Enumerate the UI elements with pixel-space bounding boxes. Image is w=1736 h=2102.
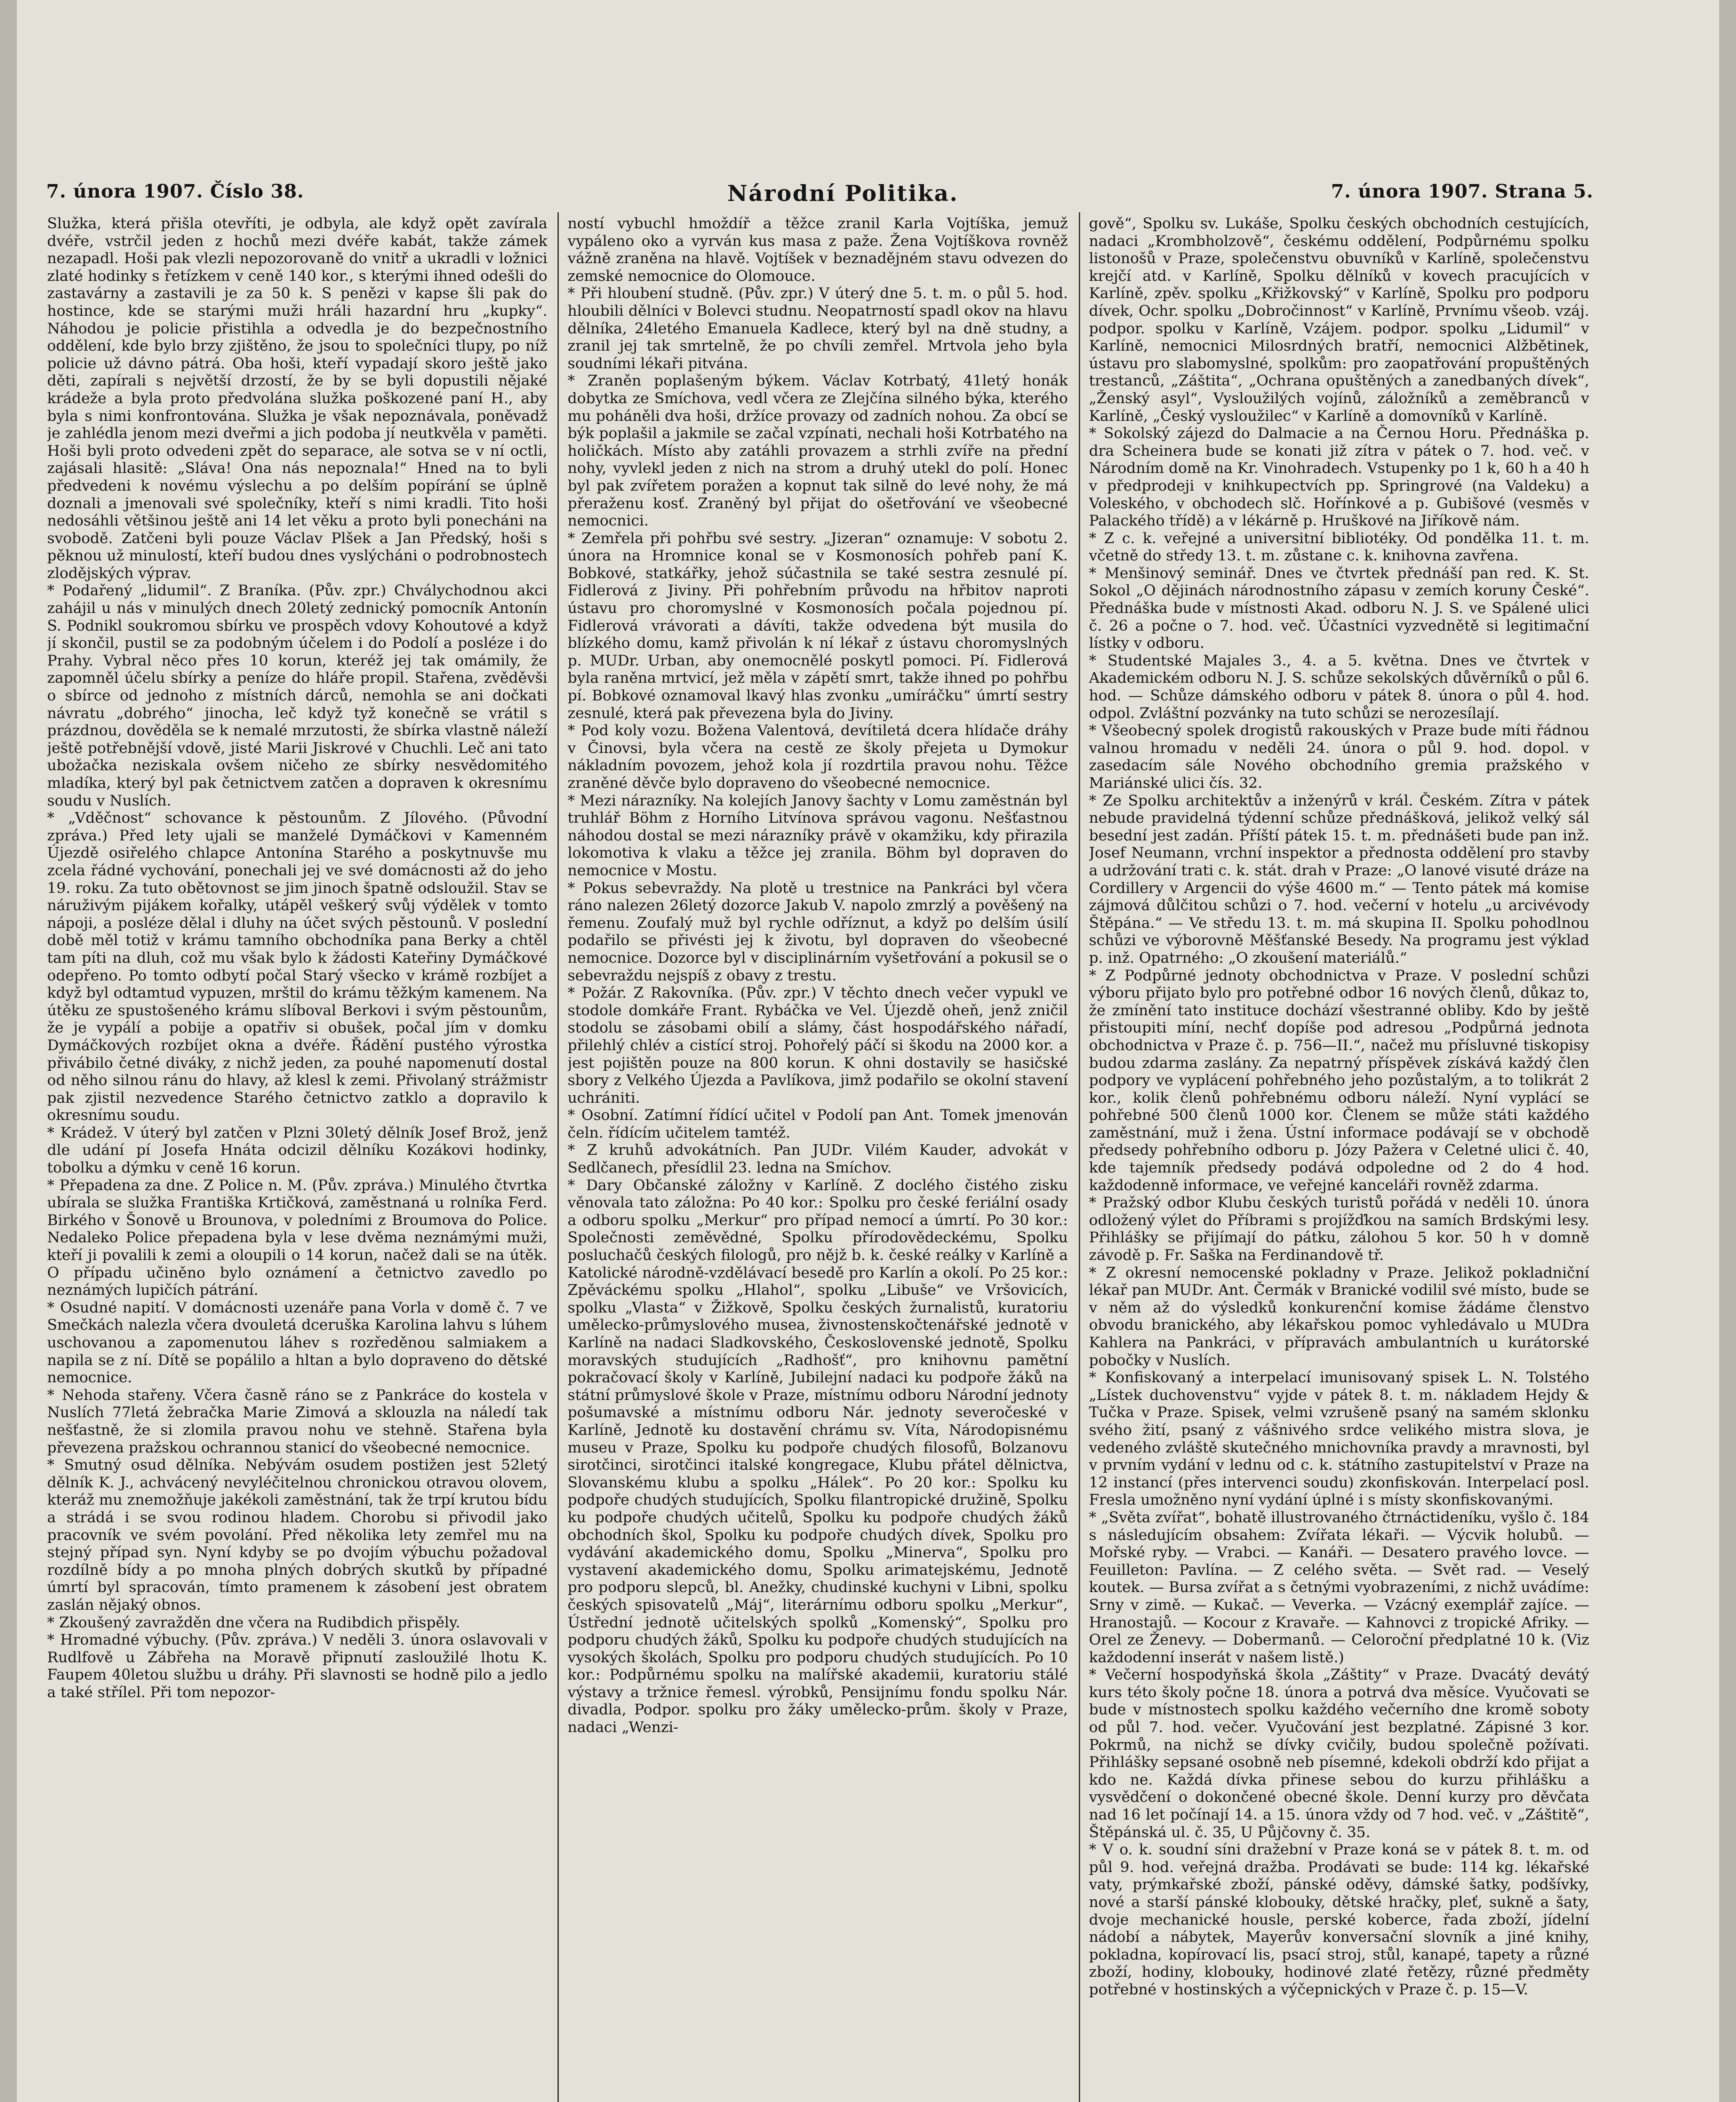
article-paragraph: * Zraněn poplašeným býkem. Václav Kotrbatý, 41letý honák dobytka ze Smíchova, vedl včera ze Zlejčína silného býka, kterého mu poháněli dva hoši, držíce provazy od zadních nohou. Za obcí se býk poplašil a jakmile se začal vzpínati, nechali hoši Kotrbatého na holičkách. Místo aby zatáhli provazem a strhli zvíře na přední nohy, vyvlekl jeden z nich na strom a druhý utekl do polí. Honec byl pak zvířetem poražen a kopnut tak silně do levé nohy, že má přeraženu kosť. Zraněný byl přijat do ošetřování ve všeobecné nemocnici. [568, 372, 1068, 530]
column-divider [558, 212, 559, 2102]
article-paragraph: * Ze Spolku architektův a inženýrů v král. Českém. Zítra v pátek nebude pravidelná týdenní schůze přednášková, jelikož velký sál besední jest zadán. Příští pátek 15. t. m. přednášeti bude pan inž. Josef Neumann, vrchní inspektor a přednosta oddělení pro stavby a udržování trati c. k. stát. drah v Praze: „O lanové visuté dráze na Cordillery v Argencii do výše 4600 m.“ — Tento pátek má komise zájmová důlčitou schůzi o 7. hod. večerní v hotelu „u arcivévody Štěpána.“ — Ve středu 13. t. m. má skupina II. Spolku pohodlnou schůzi ve výborovně Měšťanské Besedy. Na programu jest výklad p. inž. Opatrného: „O zkoušení materiálů.“ [1089, 792, 1589, 966]
article-paragraph: * Z kruhů advokátních. Pan JUDr. Vilém Kauder, advokát v Sedlčanech, přesídlil 23. ledna na Smíchov. [568, 1142, 1068, 1177]
article-paragraph: * Zemřela při pohřbu své sestry. „Jizeran“ oznamuje: V sobotu 2. února na Hromnice konal se v Kosmonosích pohřeb paní K. Bobkové, statkářky, jehož súčastnila se také sestra zesnulé pí. Fidlerová z Jiviny. Při pohřebním průvodu na hřbitov naproti ústavu pro choromyslné v Kosmonosích počala pojednou pí. Fidlerová vrávorati a dávíti, takže odvedena být musila do blízkého domu, kamž přivolán k ní lékař z ústavu choromyslných p. MUDr. Urban, aby onemocnělé poskytl pomoci. Pí. Fidlerová byla raněna mrtvicí, jež měla v zápětí smrt, takže ihned po pohřbu pí. Bobkové oznamoval lkavý hlas zvonku „umíráčku“ úmrtí sestry zesnulé, která pak převezena byla do Jiviny. [568, 530, 1068, 722]
article-paragraph: * „Vděčnost“ schovance k pěstounům. Z Jílového. (Původní zpráva.) Před lety ujali se manželé Dymáčkovi v Kamenném Újezdě osiřelého chlapce Antonína Starého a poskytnuvše mu zcela řádné vychování, ponechali jej ve své domácnosti až do jeho 19. roku. Za tuto obětovnost se jim jinoch špatně odsloužil. Stav se náruživým pijákem kořalky, utápěl veškerý svůj výdělek v tomto nápoji, a posléze dělal i dluhy na účet svých pěstounů. V poslední době měl totiž v krámu tamního obchodníka pana Berky a chtěl tam píti na dluh, což mu však bylo k žádosti Kateřiny Dymáčkové odepřeno. Po tomto odbytí počal Starý všecko v krámě rozbíjet a když byl odtamtud vypuzen, mrštil do krámu těžkým kamenem. Na útěku ze spustošeného krámu slíboval Berkovi i svým pěstounům, že je vypálí a pobije a opatřiv si obušek, počal jím v domku Dymáčkových rozbíjet okna a dvéře. Řádění pustého výrostka přivábilo četné diváky, z nichž jeden, za pouhé napomenutí dostal od něho silnou ránu do hlavy, až klesl k zemi. Přivolaný strážmistr pak zjistil nezvedence Starého četnictvo zatklo a dopravilo k okresnímu soudu. [47, 810, 547, 1124]
article-paragraph: * Mezi nárazníky. Na kolejích Janovy šachty v Lomu zaměstnán byl truhlář Böhm z Horního Litvínova správou vagonu. Nešťastnou náhodou dostal se mezi nárazníky právě v okamžiku, kdy přirazila lokomotiva k vlaku a těžce jej zranila. Böhm byl dopraven do nemocnice v Mostu. [568, 792, 1068, 879]
article-paragraph: * „Světa zvířat“, bohatě illustrovaného čtrnáctideníku, vyšlo č. 184 s následujícím obsahem: Zvířata lékaři. — Výcvik holubů. — Mořské ryby. — Vrabci. — Kanáři. — Desatero pravého lovce. — Feuilleton: Pavlína. — Z celého světa. — Svět rad. — Veselý koutek. — Bursa zvířat a s četnými vyobrazeními, z nichž uvádíme: Srny v zimě. — Kukač. — Veverka. — Vzácný exemplář zajíce. — Hranostajů. — Kocour z Kravaře. — Kahnovci z tropické Afriky. — Orel ze Ženevy. — Dobermanů. — Celoroční předplatné 10 k. (Viz každodenní inserát v našem listě.) [1089, 1509, 1589, 1666]
article-paragraph: * Všeobecný spolek drogistů rakouských v Praze bude míti řádnou valnou hromadu v neděli 24. února o půl 9. hod. dopol. v zasedacím sále Nového obchodního gremia pražského v Mariánské ulici čís. 32. [1089, 722, 1589, 792]
article-paragraph: * V o. k. soudní síni dražební v Praze koná se v pátek 8. t. m. od půl 9. hod. veřejná dražba. Prodávati se bude: 114 kg. lékařské vaty, prýmkařské zboží, pánské oděvy, dámské šatky, podšívky, nové a starší pánské klobouky, dětské hračky, pleť, sukně a šaty, dvoje mechanické housle, perské koberce, řada zboží, jídelní nádobí a nábytek, Mayerův konversační slovník a jiné knihy, pokladna, kopírovací lis, psací stroj, stůl, kanapé, tapety a různé zboží, hodiny, klobouky, hodinové zlaté řetězy, různé předměty potřebné v hostinských a výčepnických v Praze č. p. 15—V. [1089, 1841, 1589, 1998]
article-paragraph: ností vybuchl hmoždíř a těžce zranil Karla Vojtíška, jemuž vypáleno oko a vyrván kus masa z paže. Žena Vojtíškova rovněž vážně zraněna na hlavě. Vojtíšek v beznadějném stavu odvezen do zemské nemocnice do Olomouce. [568, 215, 1068, 285]
article-paragraph: * Z okresní nemocenské pokladny v Praze. Jelikož pokladniční lékař pan MUDr. Ant. Čermák v Branické vodilil své místo, bude se v něm až do výsledků konkurenční komise žádáme členstvo obvodu branického, aby lékařskou pomoc vyhledávalo u MUDra Kahlera na Pankráci, v přípravách ambulantních u kurátorské pobočky v Nuslích. [1089, 1264, 1589, 1369]
article-paragraph: * Nehoda stařeny. Včera časně ráno se z Pankráce do kostela v Nuslích 77letá žebračka Marie Zimová a sklouzla na náledí tak nešťastně, že si zlomila pravou nohu ve stehně. Stařena byla převezena pražskou ochrannou stanicí do všeobecné nemocnice. [47, 1386, 547, 1456]
text-column-2 [568, 215, 1068, 2102]
article-paragraph: * Z Podpůrné jednoty obchodnictva v Praze. V poslední schůzi výboru přijato bylo pro potřebné odbor 16 nových členů, důkaz to, že zmínění tato instituce dochází všestranné obliby. Kdo by ještě přistoupiti míní, nechť dopíše pod adresou „Podpůrná jednota obchodnictva v Praze č. p. 756—II.“, načež mu přísluvné tiskopisy budou zdarma zaslány. Za nepatrný příspěvek získává každý člen podpory ve vyplácení pohřebného jeho pozůstalým, a to tolikrát 2 kor., kolik členů pohřebnému odboru náleží. Nyní vyplácí se pohřebné 500 členů 1000 kor. Členem se může státi každého zaměstnání, muž i žena. Ústní informace podávají se v obchodě předsedy pohřebního odboru p. Józy Pažera v Celetné ulici č. 40, kde tajemník předsedy podává odpoledne od 2 do 4 hod. každodenně informace, ve veřejné kanceláři rovněž zdarma. [1089, 967, 1589, 1194]
article-paragraph: * Zkoušený zavražděn dne včera na Rudibdich přispěly. [47, 1614, 460, 1631]
article-paragraph: * Podařený „lidumil“. Z Braníka. (Pův. zpr.) Chválychodnou akci zahájil u nás v minulých dnech 20letý zednický pomocník Antonín S. Podnikl soukromou sbírku ve prospěch vdovy Kohoutové a když jí skončil, pustil se za podobným účelem i do Podolí a posléze i do Prahy. Vybral něco přes 10 korun, kteréž jej tak omámily, že zapomněl účelu sbírky a peníze do hláře propil. Stařena, zvěděvši o sbírce od jednoho z místních dárců, nemohla se ani dočkati návratu „dobrého“ jinocha, leč když tyž konečně se vrátil s prázdnou, dověděla se k nemalé mrzutosti, že sbírka vlastně náleží ještě potřebnější vdově, jisté Marii Jiskrové v Chuchli. Leč ani tato ubožačka neziskala ovšem ničeho ze sbírky nesvědomitého mladíka, který byl pak četnictvem zatčen a dopraven k okresnímu soudu v Nuslích. [47, 582, 547, 809]
article-paragraph: Služka, která přišla otevříti, je odbyla, ale když opět zavírala dvéře, vstrčil jeden z hochů mezi dvéře kabát, takže zámek nezapadl. Hoši pak vlezli nepozorovaně do vnitř a ukradli v ložnici zlaté hodinky s řetízkem v ceně 140 kor., s kterými ihned odešli do zastavárny a zastavili je za 50 k. S penězi v kapse šli pak do hostince, kde se starými muži hráli hazardní hru „kupky“. Náhodou je policie přistihla a odvedla je do bezpečnostního oddělení, kde bylo brzy zjištěno, že jsou to společníci tlupy, po níž policie už dávno pátrá. Oba hoši, kteří vypadají skoro ještě jako děti, zapírali s největší drzostí, že by se byli dopustili nějaké krádeže a byla proto předvolána služka poškozené paní H., aby byla s nimi konfrontována. Služka je však nepoznávala, poněvadž je zahlédla jenom mezi dveřmi a jich podoba jí neutkvěla v paměti. Hoši byli proto odvedeni zpět do separace, ale sotva se v ní octli, zajásali hlasitě: „Sláva! Ona nás nepoznala!“ Hned na to byli předvedeni k novému výslechu a po delším popírání se úplně doznali a jmenovali své společníky, kteří s nimi kradli. Tito hoši nedosáhli většinou ještě ani 14 let věku a proto byli ponecháni na svobodě. Zatčeni byli pouze Václav Plšek a Jan Předský, hoši s pěknou už minulostí, kteří budou dnes vyslýcháni o podrobnostech zlodějských výprav. [47, 215, 547, 582]
page-header [46, 181, 1593, 210]
article-paragraph: * Večerní hospodyňská škola „Záštity“ v Praze. Dvacátý devátý kurs této školy počne 18. února a potrvá dva měsíce. Vyučovati se bude v místnostech spolku každého večerního dne kromě soboty od půl 7. hod. večer. Vyučování jest bezplatné. Zápisné 3 kor. Pokrmů, na nichž se dívky cvičily, budou společně požívati. Přihlášky sepsané osobně neb písemné, kdekoli obdrží kdo přijat a kdo ne. Každá dívka přinese sebou do kurzu přihlášku a vysvědčení o dokončené obecné škole. Denní kurzy pro děvčata nad 16 let počínají 14. a 15. února vždy od 7 hod. več. v „Záštitě“, Štěpánská ul. č. 35, U Půjčovny č. 35. [1089, 1666, 1589, 1841]
page-edge-left [0, 0, 17, 2102]
article-paragraph: * Dary Občanské záložny v Karlíně. Z doclého čistého zisku věnovala tato záložna: Po 40 kor.: Spolku pro české feriální osady a odboru spolku „Merkur“ pro případ nemocí a úmrtí. Po 30 kor.: Společnosti zeměvědné, Spolku přírodovědeckému, Spolku posluchačů českých filologů, pro nějž b. k. české reálky v Karlíně a Katolické národně-vzdělávací besedě pro Karlín a okolí. Po 25 kor.: Zpěváckému spolku „Hlahol“, spolku „Libuše“ ve Vršovicích, spolku „Vlasta“ v Žižkově, Spolku českých žurnalistů, kuratoriu umělecko-průmyslového musea, živnostenskočtenářské jednotě v Karlíně na nadaci Sladkovského, Československé jednotě, Spolku moravských studujících „Radhošť“, pro knihovnu pamětní pokračovací školy v Karlíně, Jubilejní nadaci ku podpoře žáků na státní průmyslové škole v Praze, místnímu odboru Národní jednoty pošumavské a místnímu odboru Nár. jednoty severočeské v Karlíně, Jednotě ku dostavění chrámu sv. Víta, Národopisnému museu v Praze, Spolku ku podpoře chudých filosofů, Bolzanovu sirotčinci, sirotčinci italské kongregace, Klubu přátel dělnictva, Slovanskému klubu a spolku „Hálek“. Po 20 kor.: Spolku ku podpoře chudých studujících, Spolku filantropické družině, Spolku ku podpoře chudých učitelů, Spolku ku podpoře chudých žáků obchodních škol, Spolku ku podpoře chudých dívek, Spolku pro vydávání akademického domu, Spolku „Minerva“, Spolku pro vystavení akademického domu, Spolku arimatejskému, Jednotě pro podporu slepců, bl. Anežky, chudinské kuchyni v Libni, spolku českých spisovatelů „Máj“, literárnímu odboru spolku „Merkur“, Ústřední jednotě učitelských spolků „Komenský“, Spolku pro podporu chudých žáků, Spolku ku podpoře chudých studujících na vysokých školách, Spolku pro podporu chudých studujících. Po 10 kor.: Podpůrnému spolku na malířské akademii, kuratoriu stálé výstavy a tržnice řemesl. výrobků, Pensijnímu fondu spolku Nár. divadla, Podpor. spolku pro žáky umělecko-prům. školy v Praze, nadaci „Wenzi- [568, 1177, 1068, 1736]
header-date-issue: 7. února 1907. Číslo 38. [46, 181, 304, 202]
article-paragraph: * Osudné napití. V domácnosti uzenáře pana Vorla v domě č. 7 ve Smečkách nalezla včera dvouletá dceruška Karolina lahvu s lúhem uschovanou a zapomenutou láhev s rozředěnou salmiakem a napila se z ní. Dítě se popálilo a hltan a bylo dopraveno do dětské nemocnice. [47, 1299, 547, 1386]
header-date-page: 7. února 1907. Strana 5. [1331, 181, 1593, 202]
column-divider [1079, 212, 1080, 2102]
article-paragraph: * Sokolský zájezd do Dalmacie a na Černou Horu. Přednáška p. dra Scheinera bude se konati již zítra v pátek o 7. hod. več. v Národním domě na Kr. Vinohradech. Vstupenky po 1 k, 60 h a 40 h v předprodeji v knihkupectvích pp. Springrové (na Valdeku) a Voleského, v obchodech slč. Hořínkové a p. Gubišové (vesměs v Palackého třídě) a v lékárně p. Hruškové na Jiříkově nám. [1089, 425, 1589, 530]
newspaper-title: Národní Politika. [727, 181, 959, 206]
article-paragraph: * Požár. Z Rakovníka. (Pův. zpr.) V těchto dnech večer vypukl ve stodole domkáře Frant. Rybáčka ve Vel. Újezdě oheň, jenž zničil stodolu se zásobami obilí a slámy, část hospodářského nářadí, přilehlý chlév a cistící stroj. Pohořelý páčí si škodu na 2000 kor. a jest pojištěn pouze na 800 korun. K ohni dostavily se hasičské sbory z Velkého Újezda a Pavlíkova, jimž podařilo se okolní stavení uchrániti. [568, 985, 1068, 1106]
article-paragraph: * Přepadena za dne. Z Police n. M. (Pův. zpráva.) Minulého čtvrtka ubírala se služka Františka Krtičková, zaměstnaná u rolníka Ferd. Birkého v Šonově u Brounova, v poledními z Broumova do Police. Nedaleko Police přepadena byla v lese dvěma neznámými muži, kteří ji povalili k zemi a oloupili o 14 korun, načež dali se na útěk. O případu učiněno bylo oznámení a četnictvo zavedlo po neznámých lupičích pátrání. [47, 1177, 547, 1299]
text-column-3 [1089, 215, 1589, 2102]
article-paragraph: * Z c. k. veřejné a universitní bibliotéky. Od pondělka 11. t. m. včetně do středy 13. t. m. zůstane c. k. knihovna zavřena. [1089, 530, 1589, 565]
article-paragraph: * Pokus sebevraždy. Na plotě u trestnice na Pankráci byl včera ráno nalezen 26letý dozorce Jakub V. napolo zmrzlý a pověšený na řemenu. Zoufalý muž byl rychle odříznut, a když po delším úsilí podařilo se přivésti jej k životu, byl dopraven do všeobecné nemocnice. Dozorce byl v disciplinárním vyšetřování a pokusil se o sebevraždu nejspíš z obavy z trestu. [568, 879, 1068, 984]
page-edge-right [1719, 0, 1736, 2102]
article-paragraph: * Hromadné výbuchy. (Pův. zpráva.) V neděli 3. února oslavovali v Rudlfově u Zábřeha na Moravě připnutí zasloužilé lhotu K. Faupem 40letou službu u dráhy. Při slavnosti se hodně pilo a jedlo a také střílel. Při tom nepozor- [47, 1632, 547, 1701]
article-paragraph: * Pražský odbor Klubu českých turistů pořádá v neděli 10. února odložený výlet do Příbrami s projížďkou na samích Brdskými lesy. Přihlášky se přijímají do pátku, zálohou 5 kor. 50 h v domně závodě p. Fr. Saška na Ferdinandově tř. [1089, 1194, 1589, 1264]
article-paragraph: * Pod koly vozu. Božena Valentová, devítiletá dcera hlídače dráhy v Činovsi, byla včera na cestě ze školy přejeta u Dymokur nákladním povozem, jehož kola jí rozdrtila pravou nohu. Těžce zraněné děvče bylo dopraveno do všeobecné nemocnice. [568, 722, 1068, 792]
article-paragraph: * Při hloubení studně. (Pův. zpr.) V úterý dne 5. t. m. o půl 5. hod. hloubili dělníci v Bolevci studnu. Neopatrností spadl okov na hlavu dělníka, 24letého Emanuela Kadlece, který byl na dně studny, a zranil jej tak smrtelně, že po chvíli zemřel. Mrtvola jeho byla soudními lékaři pitvána. [568, 285, 1068, 372]
article-paragraph: gově“, Spolku sv. Lukáše, Spolku českých obchodních cestujících, nadaci „Krombholzově“, českému oddělení, Podpůrnému spolku listonošů v Praze, společenstvu obuvníků v Karlíně, společenstvu krejčí atd. v Karlíně, Spolku dělníků v kovech pracujících v Karlíně, zpěv. spolku „Křižkovský“ v Karlíně, Spolku pro podporu dívek, Ochr. spolku „Dobročinnost“ v Karlíně, Prvnímu všeob. vzáj. podpor. spolku v Karlíně, Vzájem. podpor. spolku „Lidumil“ v Karlíně, nemocnici Milosrdných bratří, nemocnici Alžbětinek, ústavu pro slabomyslné, spolkům: pro zaopatřování propuštěných trestanců, „Záštita“, „Ochrana opuštěných a zanedbaných dívek“, „Ženský asyl“, Vysloužilých vojínů, záložníků a zeměbranců v Karlíně, „Český vysloužilec“ v Karlíně a domovníků v Karlíně. [1089, 215, 1589, 425]
article-paragraph: * Studentské Majales 3., 4. a 5. května. Dnes ve čtvrtek v Akademickém odboru N. J. S. schůze sekolských důvěrníků o půl 6. hod. — Schůze dámského odboru v pátek 8. února o půl 4. hod. odpol. Zvláštní pozvánky na tuto schůzi se nerozesílají. [1089, 652, 1589, 722]
article-paragraph: * Osobní. Zatímní řídící učitel v Podolí pan Ant. Tomek jmenován čeln. řídícím učitelem tamtéž. [568, 1107, 1068, 1141]
article-paragraph: * Menšinový seminář. Dnes ve čtvrtek přednáší pan red. K. St. Sokol „O dějinách národnostního zápasu v zemích koruny České“. Přednáška bude v místnosti Akad. odboru N. J. S. ve Spálené ulici č. 26 a počne o 7. hod. več. Účastníci vyzvednětě si legitimační lístky v odboru. [1089, 565, 1589, 652]
text-column-1 [47, 215, 547, 2102]
article-paragraph: * Smutný osud dělníka. Nebývám osudem postižen jest 52letý dělník K. J., achvácený nevyléčitelnou chronickou otravou olovem, kteráž mu znemožňuje jakékoli zaměstnání, tak že trpí krutou bídu a strádá i se svou rodinou hladem. Chorobu si přivodil jako pracovník ve svém povolání. Před několika lety zemřel mu na stejný případ syn. Nyní kdyby se po dvojím výbuchu požadoval rozdílně bídy a po mnoha plných dobrých skutků by případné úmrtí byl spracován, tímto pramenem k zásobení jest obratem zaslán nějaký obnos. [47, 1457, 547, 1613]
article-paragraph: * Konfiskovaný a interpelací imunisovaný spisek L. N. Tolstého „Lístek duchovenstvu“ vyjde v pátek 8. t. m. nákladem Hejdy & Tučka v Praze. Spisek, velmi vzrušeně psaný na samém sklonku svého žití, psaný z vášnivého srdce velikého mistra slova, je vedeného zvláště skutečného mnichovníka pravdy a mravnosti, byl v prvním vydání v lednu od c. k. státního zastupitelství v Praze na 12 instancí (přes intervenci soudu) zkonfiskován. Interpelací posl. Fresla umožněno nyní vydání úplné i s místy skonfiskovanými. [1089, 1369, 1589, 1509]
article-paragraph: * Krádež. V úterý byl zatčen v Plzni 30letý dělník Josef Brož, jenž dle udání pí Josefa Hnáta odcizil dělníku Kozákovi hodinky, tobolku a dýmku v ceně 16 korun. [47, 1124, 547, 1177]
